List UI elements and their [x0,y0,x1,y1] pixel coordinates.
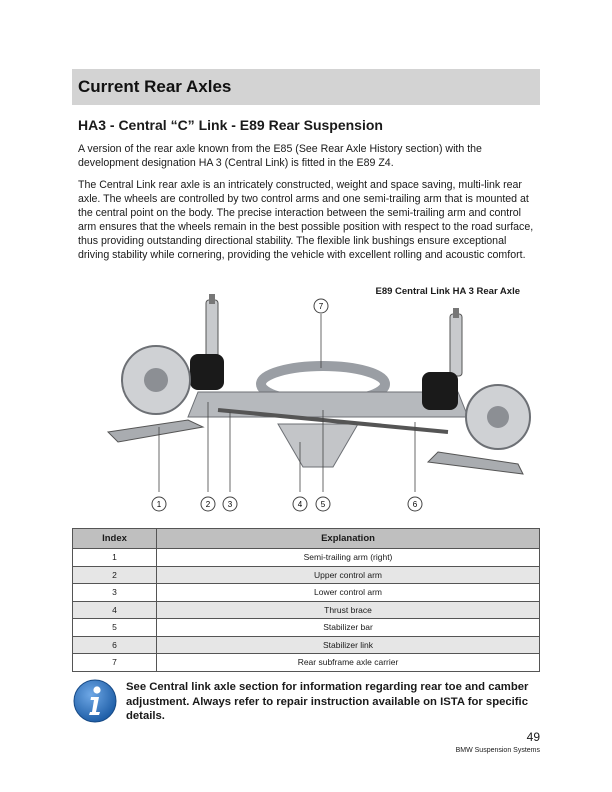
section-title: Current Rear Axles [78,77,232,96]
figure-caption: E89 Central Link HA 3 Rear Axle [375,286,520,297]
footer-text: BMW Suspension Systems [455,747,540,754]
svg-text:1: 1 [156,500,162,509]
svg-text:6: 6 [412,500,418,509]
row-index: 1 [73,549,157,567]
description-paragraph: The Central Link rear axle is an intricately constructed, weight and space saving, multi-link rear axle. The wheels are controlled by two control arms and one semi-trailing arm that is mounted at the central point on the body. The precise interaction between the semi-trailing arm and control arm ensures that the wheels remain in the best possible position with respect to the road surface, thus providing outstanding directional stability. The flexible link bushings ensure exceptional driving stability while cornering, providing the vehicle with excellent rolling and acoustic comfort. [78,179,534,261]
right-damper [450,314,462,376]
table-row [73,566,540,584]
left-spring [190,354,224,390]
semi-trailing-arm-left [108,420,203,442]
callout-7 [314,299,328,313]
row-index: 3 [73,584,157,602]
header-index: Index [73,529,157,549]
callout-4 [293,497,307,511]
callout-5 [316,497,330,511]
row-explanation: Semi-trailing arm (right) [157,549,540,567]
subheading: HA3 - Central “C” Link - E89 Rear Suspension [78,117,383,133]
row-index: 5 [73,619,157,637]
note-text: See Central link axle section for information regarding rear toe and camber adjustment. Always refer to repair instruction available on ISTA for specific details. [126,681,529,722]
section-banner [72,69,540,105]
table-header-row [73,529,540,549]
row-index: 4 [73,601,157,619]
rear-axle-illustration [78,292,536,520]
svg-text:5: 5 [320,500,326,509]
callout-3 [223,497,237,511]
row-explanation: Thrust brace [157,601,540,619]
table-row [73,549,540,567]
svg-text:2: 2 [205,500,211,509]
thrust-brace [278,424,358,467]
header-explanation: Explanation [157,529,540,549]
semi-trailing-arm-right [428,452,523,474]
row-explanation: Stabilizer link [157,636,540,654]
left-damper [206,300,218,362]
row-index: 7 [73,654,157,672]
table-row [73,601,540,619]
table-row [73,654,540,672]
row-explanation: Upper control arm [157,566,540,584]
row-explanation: Rear subframe axle carrier [157,654,540,672]
table-row [73,636,540,654]
svg-text:3: 3 [227,500,233,509]
row-index: 6 [73,636,157,654]
page-number: 49 [526,730,540,744]
table-row [73,619,540,637]
callout-2 [201,497,215,511]
intro-paragraph: A version of the rear axle known from the E85 (See Rear Axle History section) with the development designation HA 3 (Central Link) is fitted in the E89 Z4. [78,143,482,169]
svg-text:7: 7 [318,302,324,311]
svg-text:4: 4 [297,500,303,509]
right-spring [422,372,458,410]
index-table [72,528,540,672]
table-row [73,584,540,602]
row-explanation: Lower control arm [157,584,540,602]
callout-1 [152,497,166,511]
row-explanation: Stabilizer bar [157,619,540,637]
info-icon [72,678,118,724]
row-index: 2 [73,566,157,584]
callout-6 [408,497,422,511]
